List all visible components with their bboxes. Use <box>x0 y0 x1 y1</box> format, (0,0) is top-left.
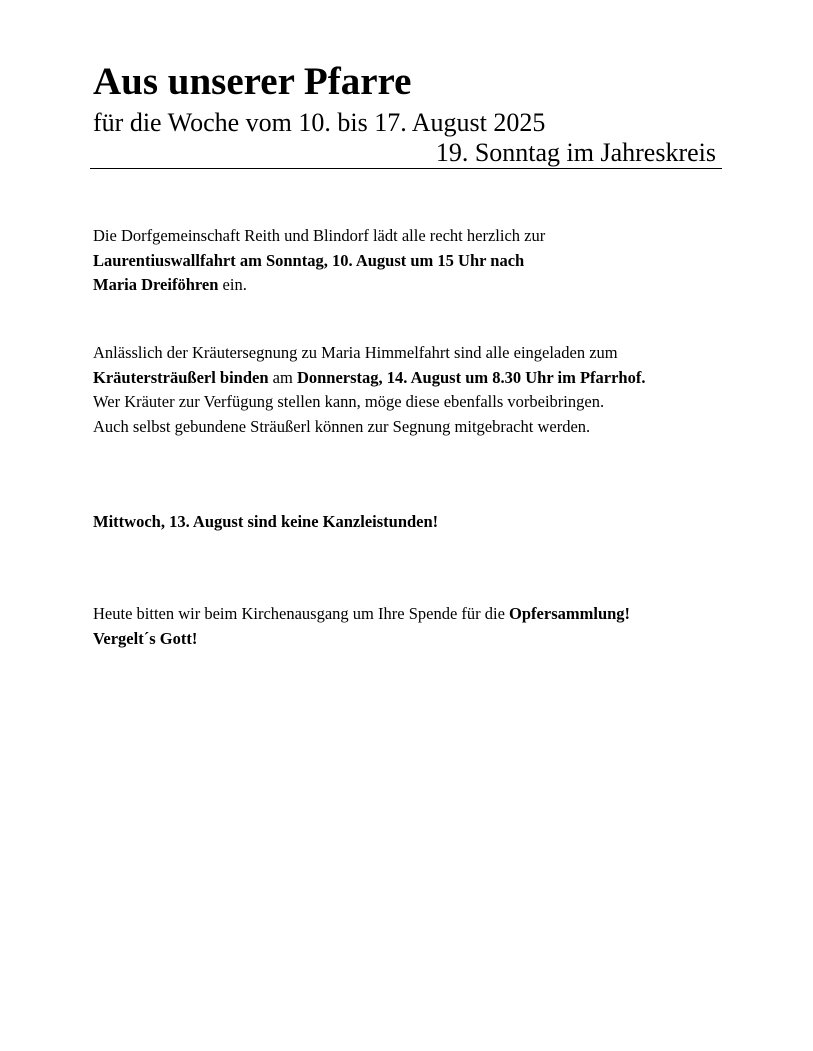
kraeuter-line-2 <box>93 366 645 391</box>
opfersammlung: Opfersammlung! <box>509 604 631 623</box>
kraeuter-announcement <box>93 341 645 439</box>
kanzlei-notice <box>93 510 438 535</box>
wallfahrt-destination: Maria Dreiföhren <box>93 275 219 294</box>
spende-line-1 <box>93 602 630 627</box>
kraeuter-line-3: Wer Kräuter zur Verfügung stellen kann, möge diese ebenfalls vorbeibringen. <box>93 392 605 411</box>
kraeuter-date: Donnerstag, 14. August um 8.30 Uhr im Pfarrhof. <box>296 367 646 387</box>
week-subtitle: für die Woche vom 10. bis 17. August 2025 <box>93 108 546 137</box>
kraeuter-line-1: Anlässlich der Kräutersegnung zu Maria Himmelfahrt sind alle eingeladen zum <box>93 343 618 362</box>
header-divider <box>90 168 722 169</box>
kraeuter-event: Kräutersträußerl binden <box>93 367 269 387</box>
spende-thanks: Vergelt´s Gott! <box>93 628 198 648</box>
wallfahrt-line-3 <box>93 273 545 298</box>
spende-line-1-text: Heute bitten wir beim Kirchenausgang um Ihre Spende für die <box>93 604 510 623</box>
wallfahrt-line-3-rest: ein. <box>218 275 247 294</box>
kanzlei-line-1: Mittwoch, 13. August sind keine Kanzleistunden! <box>93 512 439 531</box>
kraeuter-line-4: Auch selbst gebundene Sträußerl können zur Segnung mitgebracht werden. <box>93 416 591 436</box>
wallfahrt-line-1: Die Dorfgemeinschaft Reith und Blindorf lädt alle recht herzlich zur <box>93 226 546 245</box>
spende-announcement <box>93 602 630 651</box>
wallfahrt-line-2: Laurentiuswallfahrt am Sonntag, 10. August um 15 Uhr nach <box>93 250 525 270</box>
kraeuter-line-2-mid: am <box>268 367 297 387</box>
page-title: Aus unserer Pfarre <box>93 60 412 103</box>
wallfahrt-announcement <box>93 224 545 298</box>
liturgical-sunday: 19. Sonntag im Jahreskreis <box>435 138 716 167</box>
